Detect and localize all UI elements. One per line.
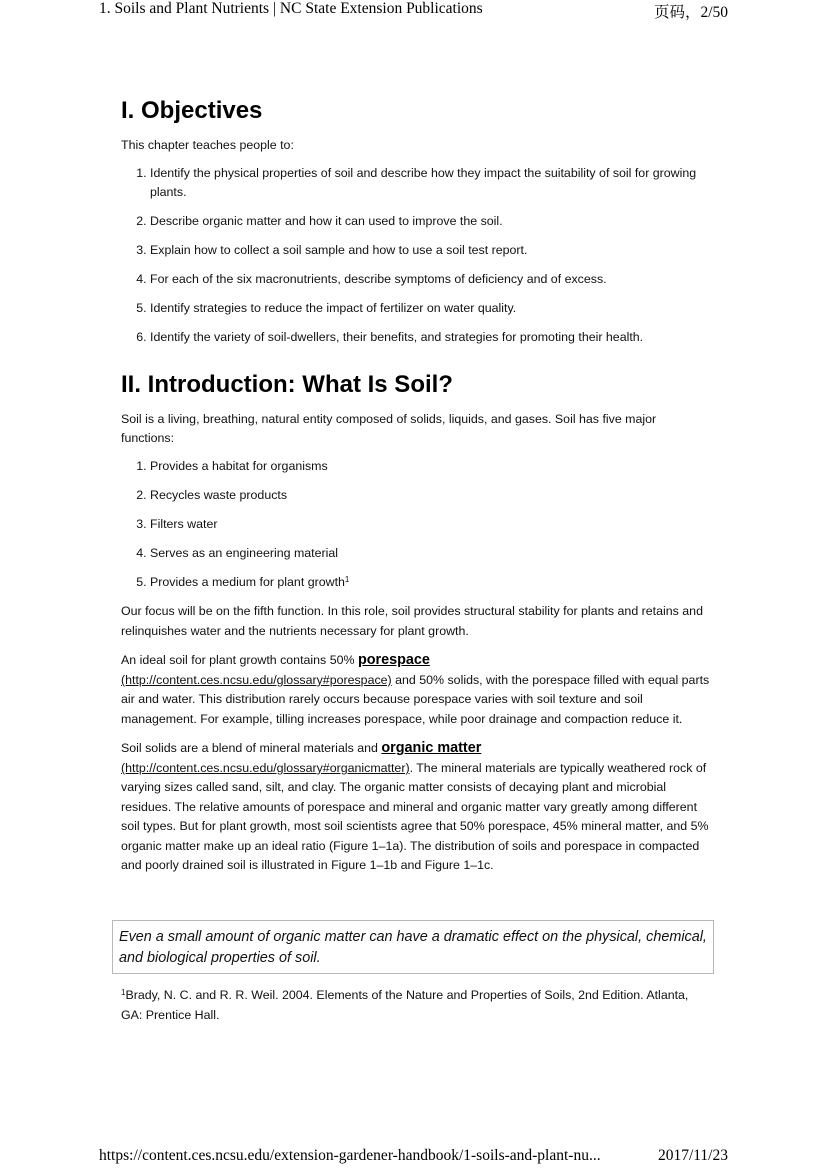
list-item: 2. Recycles waste products — [150, 486, 711, 506]
footnote-mark: 1 — [121, 988, 126, 997]
porespace-url-link[interactable]: (http://content.ces.ncsu.edu/glossary#porespace) — [121, 672, 392, 687]
objectives-heading: I. Objectives — [121, 97, 263, 124]
text-run: . The mineral materials are typically weathered rock of varying sizes called sand, silt, and clay. The organic matter consists of decaying plant and microbial residues. The relative amounts of porespace and mineral and organic matter vary greatly among different soil types. But for plant growth, most soil scientists agree that 50% porespace, 45% mineral matter, and 5% organic matter make up an ideal ratio (Figure 1–1a). The distribution of soils and porespace in compacted and poorly drained soil is illustrated in Figure 1–1b and Figure 1–1c. — [121, 760, 709, 873]
focus-paragraph: Our focus will be on the fifth function. In this role, soil provides structural stability for plants and retains and relinquishes water and the nutrients necessary for plant growth. — [121, 604, 703, 638]
list-item: 1. Provides a habitat for organisms — [150, 457, 711, 477]
list-item: 3. Explain how to collect a soil sample and how to use a soil test report. — [150, 241, 711, 261]
list-item: 5. Identify strategies to reduce the impact of fertilizer on water quality. — [150, 299, 711, 319]
glossary-link-organic-matter[interactable]: organic matter — [381, 740, 482, 757]
glossary-link-porespace[interactable]: porespace — [357, 652, 430, 669]
footnote — [121, 986, 711, 1025]
page-title: 1. Soils and Plant Nutrients | NC State Extension Publications — [99, 0, 483, 17]
print-footer — [0, 1147, 827, 1169]
main-content — [121, 96, 711, 876]
functions-list — [121, 457, 711, 593]
introduction-intro: Soil is a living, breathing, natural entity composed of solids, liquids, and gases. Soil has five major functions: — [121, 411, 657, 446]
footnote-ref[interactable]: 1 — [344, 575, 350, 585]
print-date: 2017/11/23 — [657, 1147, 728, 1164]
introduction-heading: II. Introduction: What Is Soil? — [121, 370, 453, 398]
print-header — [0, 0, 827, 20]
organic-matter-url-link[interactable]: (http://content.ces.ncsu.edu/glossary#organicmatter) — [121, 760, 410, 775]
text-run: An ideal soil for plant growth contains 50% — [121, 653, 358, 668]
page-url: https://content.ces.ncsu.edu/extension-gardener-handbook/1-soils-and-plant-nu... — [99, 1147, 601, 1164]
objectives-list — [121, 164, 711, 348]
list-item: 2. Describe organic matter and how it can used to improve the soil. — [150, 212, 711, 232]
text-run: and 50% solids, with the porespace filled with equal parts air and water. This distribution rarely occurs because porespace varies with soil texture and soil management. For example, tilling increases porespace, while poor drainage and compaction reduce it. — [121, 672, 710, 726]
objectives-intro: This chapter teaches people to: — [121, 138, 294, 152]
footnote-text: Brady, N. C. and R. R. Weil. 2004. Elements of the Nature and Properties of Soils, 2nd Edition. Atlanta, GA: Prentice Hall. — [121, 988, 689, 1022]
porespace-paragraph — [121, 651, 711, 729]
solids-paragraph — [121, 739, 711, 876]
list-item: 3. Filters water — [150, 515, 711, 535]
list-item: 6. Identify the variety of soil-dwellers, their benefits, and strategies for promoting their health. — [150, 328, 711, 348]
list-item: 1. Identify the physical properties of soil and describe how they impact the suitability of soil for growing plants. — [150, 164, 711, 203]
page-number: 页码，2/50 — [653, 4, 728, 21]
text-run: Soil solids are a blend of mineral materials and — [121, 741, 382, 756]
function-text: Provides a medium for plant growth — [150, 575, 345, 590]
list-item — [150, 573, 711, 593]
list-item: 4. For each of the six macronutrients, describe symptoms of deficiency and of excess. — [150, 270, 711, 290]
callout-box: Even a small amount of organic matter can have a dramatic effect on the physical, chemical, and biological properties of soil. — [112, 920, 714, 974]
list-item: 4. Serves as an engineering material — [150, 544, 711, 564]
